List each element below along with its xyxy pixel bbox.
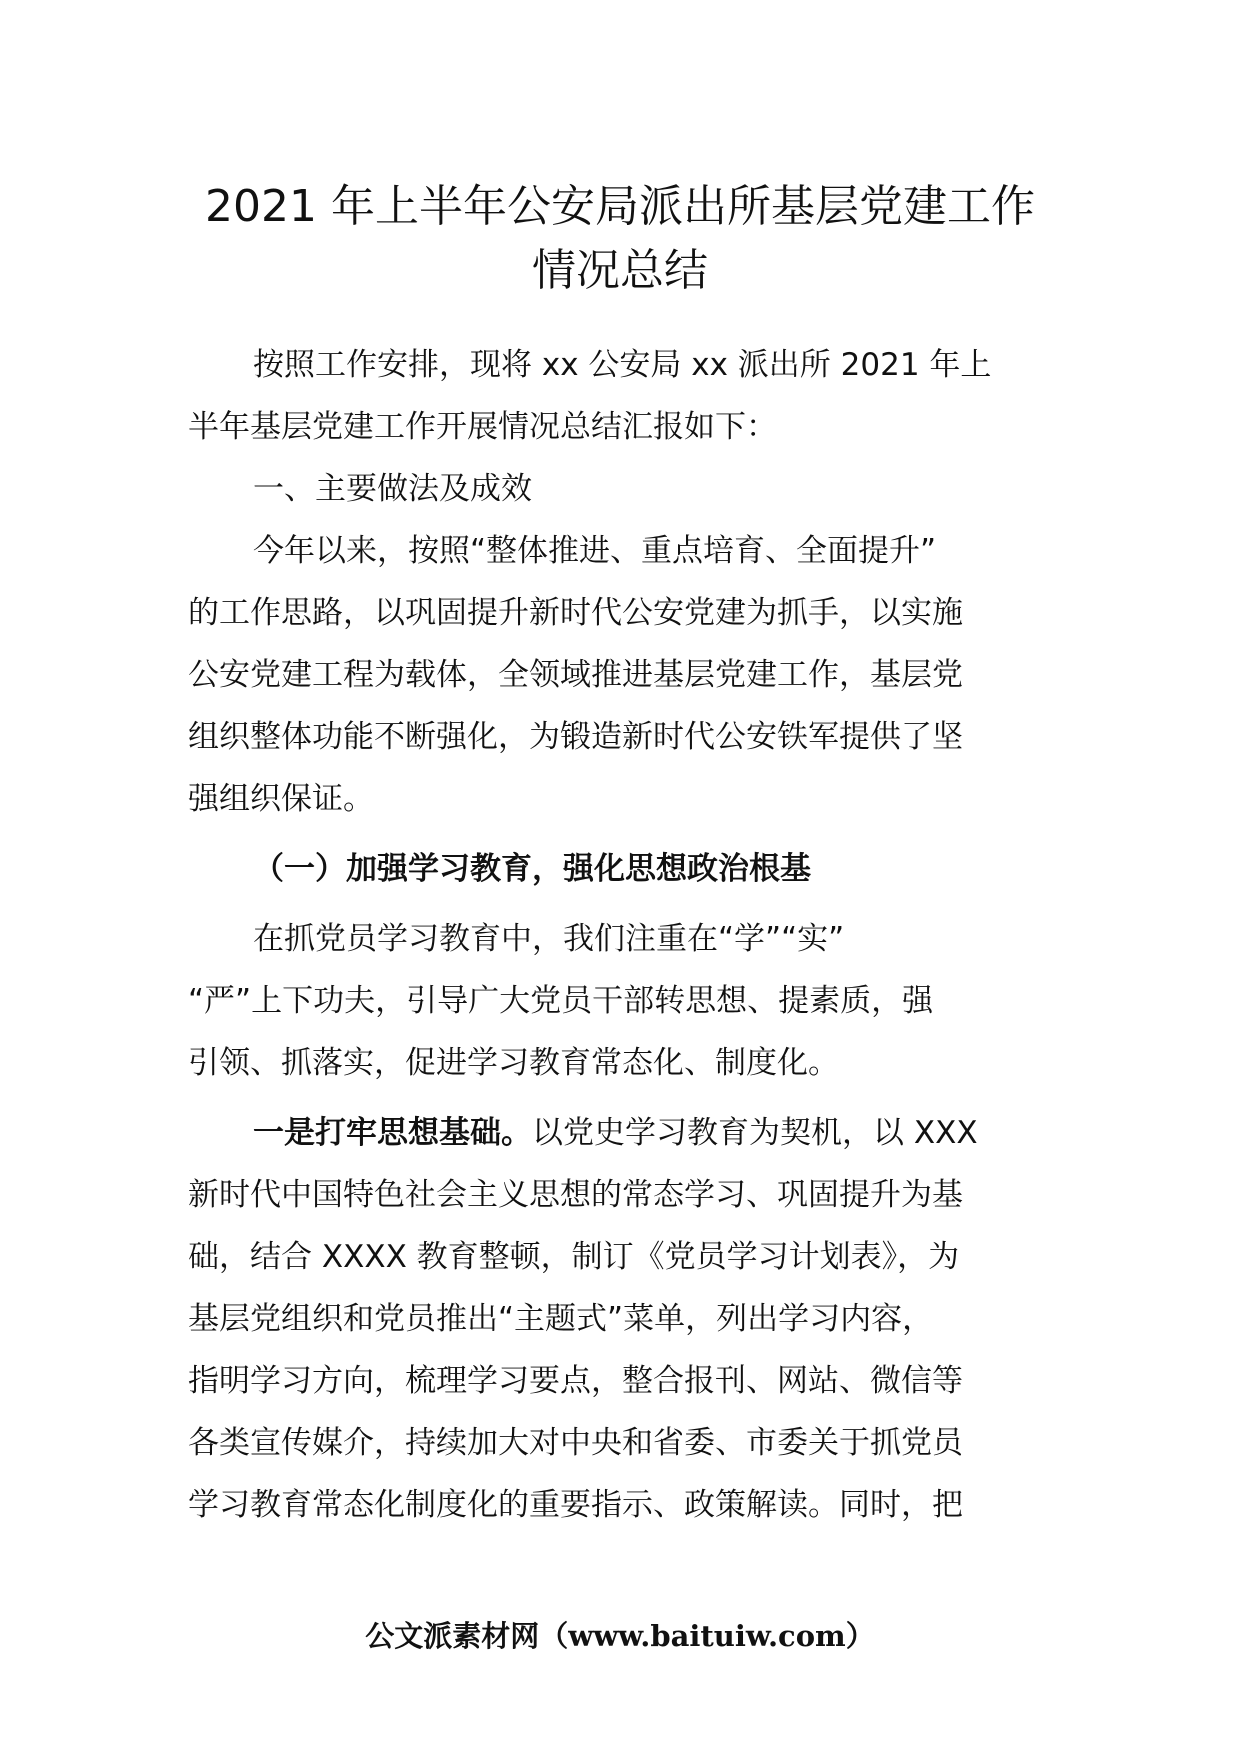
page-footer-watermark: 公文派素材网（www.baituiw.com） xyxy=(365,1619,875,1653)
paragraph-line: 学习教育常态化制度化的重要指示、政策解读。同时，把 xyxy=(188,1487,963,1523)
document-title-line-2: 情况总结 xyxy=(532,245,708,296)
paragraph-line xyxy=(253,1111,978,1155)
paragraph-line: 组织整体功能不断强化，为锻造新时代公安铁军提供了坚 xyxy=(188,719,963,755)
section-heading: 一、主要做法及成效 xyxy=(253,471,532,507)
document-title-line-1: 2021 年上半年公安局派出所基层党建工作 xyxy=(205,181,1035,232)
paragraph-line: 引领、抓落实，促进学习教育常态化、制度化。 xyxy=(188,1045,839,1081)
subsection-heading: （一）加强学习教育，强化思想政治根基 xyxy=(253,851,811,887)
paragraph-line: 基层党组织和党员推出“主题式”菜单，列出学习内容， xyxy=(188,1301,934,1337)
paragraph-line: 今年以来，按照“整体推进、重点培育、全面提升” xyxy=(253,533,937,569)
bold-lead-phrase: 一是打牢思想基础。 xyxy=(253,1115,532,1151)
paragraph-line: 强组织保证。 xyxy=(188,781,374,817)
paragraph-line: 在抓党员学习教育中，我们注重在“学”“实” xyxy=(253,921,845,957)
paragraph-line: “严”上下功夫，引导广大党员干部转思想、提素质，强 xyxy=(188,983,934,1019)
paragraph-line: 础，结合 XXXX 教育整顿，制订《党员学习计划表》，为 xyxy=(188,1239,960,1275)
paragraph-line: 公安党建工程为载体，全领域推进基层党建工作，基层党 xyxy=(188,657,963,693)
paragraph-line: 的工作思路，以巩固提升新时代公安党建为抓手，以实施 xyxy=(188,595,963,631)
paragraph-line: 半年基层党建工作开展情况总结汇报如下： xyxy=(188,409,777,445)
paragraph-line: 新时代中国特色社会主义思想的常态学习、巩固提升为基 xyxy=(188,1177,963,1213)
paragraph-text: 以党史学习教育为契机，以 XXX xyxy=(532,1115,978,1151)
paragraph-line: 各类宣传媒介，持续加大对中央和省委、市委关于抓党员 xyxy=(188,1425,963,1461)
paragraph-line: 指明学习方向，梳理学习要点，整合报刊、网站、微信等 xyxy=(188,1363,963,1399)
paragraph-line: 按照工作安排，现将 xx 公安局 xx 派出所 2021 年上 xyxy=(253,347,992,383)
